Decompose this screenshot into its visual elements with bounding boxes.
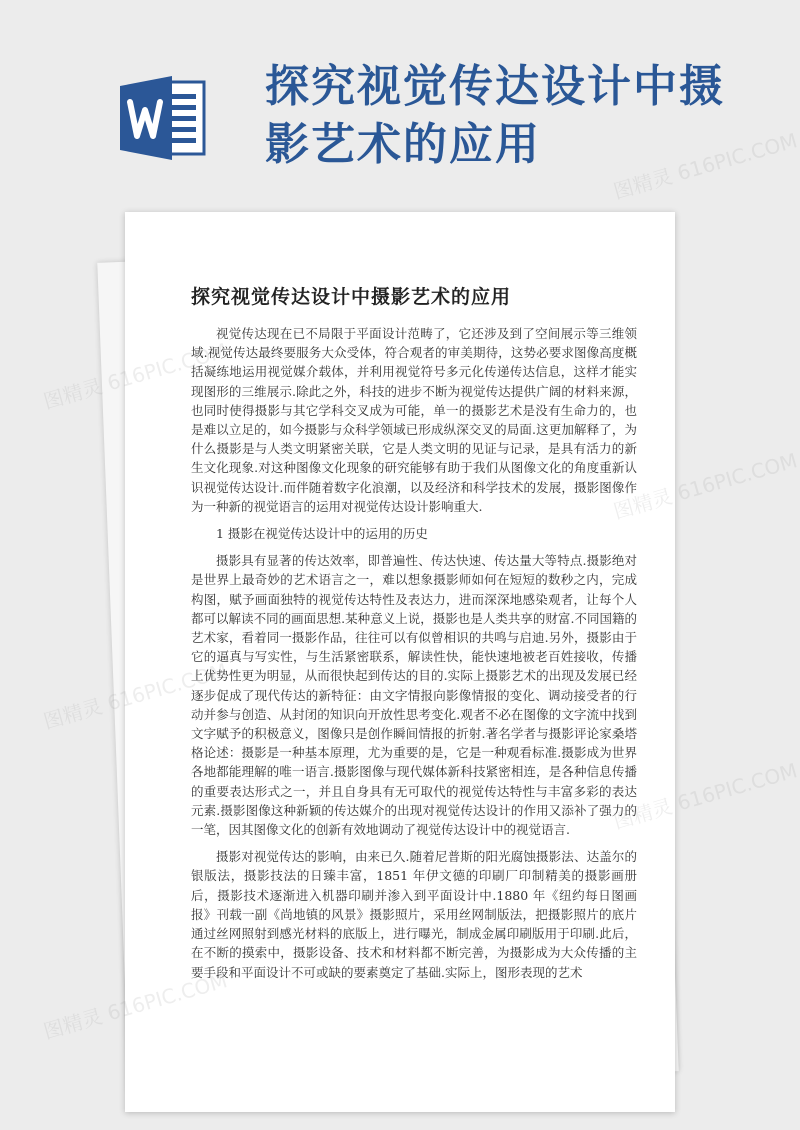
document-title: 探究视觉传达设计中摄影艺术的应用 [191,286,512,308]
document-body [191,324,637,990]
document-preview [125,212,675,1112]
watermark: 图精灵 [40,374,106,414]
watermark: 图精灵 [40,694,106,734]
section-paragraph: 摄影具有显著的传达效率，即普遍性、传达快速、传达量大等特点.摄影绝对是世界上最奇妙的艺术语言之一，难以想象摄影师如何在短短的数秒之内，完成构图，赋予画面独特的视觉传达特性及表达力，进而深深地感染观者，让每个人都可以解读不同的画面思想.某种意义上说，摄影也是人类共享的财富.不同国籍的艺术家，看着同一摄影作品，往往可以有似曾相识的共鸣与启迪.另外，摄影由于它的逼真与写实性，与生活紧密联系，解读性快，能快速地被老百姓接收，传播上优势性更为明显，从而很快起到传达的目的.实际上摄影艺术的出现及发展已经逐步促成了现代传达的新特征：由文字情报向影像情报的变化、调动接受者的行动并参与创造、从封闭的知识向开放性思考变化.观者不必在图像的文字流中找到文字赋予的积极意义，图像只是创作瞬间情报的折射.著名学者与摄影评论家桑塔格论述：摄影是一种基本原理，尤为重要的是，它是一种观看标准.摄影成为世界各地都能理解的唯一语言.摄影图像与现代媒体新科技紧密相连，是各种信息传播的重要表达形式之一，并且自身具有无可取代的视觉传达特性与丰富多彩的表达元素.摄影图像这种新颖的传达媒介的出现对视觉传达设计的作用又添补了强力的一笔，因其图像文化的创新有效地调动了视觉传达设计中的视觉语言. [191,553,637,838]
watermark: 图精灵 616PIC.COM [610,758,800,834]
watermark: 图精灵 [40,1004,106,1044]
section-paragraph: 摄影对视觉传达的影响，由来已久.随着尼普斯的阳光腐蚀摄影法、达盖尔的银版法，摄影技法的日臻丰富，1851 年伊文德的印刷厂印制精美的摄影画册后，摄影技术逐渐进入机器印刷并渗入到平面设计中.1880 年《纽约每日图画报》刊载一副《尚地镇的风景》摄影照片，采用丝网制版法，把摄影照片的底片通过丝网照射到感光材料的底版上，进行曝光，制成金属印刷版用于印刷.此后，在不断的摸索中，摄影设备、技术和材料都不断完善，为摄影成为大众传播的主要手段和平面设计不可或缺的要素奠定了基础.实际上，图形表现的艺术 [191,849,637,980]
watermark: 图精灵 616PIC.COM [610,128,800,204]
header-title [265,58,735,174]
intro-paragraph: 视觉传达现在已不局限于平面设计范畴了，它还涉及到了空间展示等三维领域.视觉传达最终要服务大众受体，符合观者的审美期待，这势必要求图像高度概括凝练地运用视觉媒介载体，并利用视觉符号多元化传递传达信息，这样才能实现图形的三维展示.除此之外，科技的进步不断为视觉传达提供广阔的材料来源，也同时使得摄影与其它学科交叉成为可能，单一的摄影艺术是没有生命力的，也是难以立足的，如今摄影与众科学领域已形成纵深交叉的局面.这更加解释了，为什么摄影是与人类文明紧密关联，它是人类文明的见证与记录，是具有活力的新生文化现象.对这种图像文化现象的研究能够有助于我们从图像文化的角度重新认识视觉传达设计.而伴随着数字化浪潮，以及经济和科学技术的发展，摄影图像作为一种新的视觉语言的运用对视觉传达设计影响重大. [191,326,637,514]
header-title-line2: 影艺术的应用 [265,119,541,170]
section-heading: 1 摄影在视觉传达设计中的运用的历史 [216,526,428,542]
watermark: 图精灵 616PIC.COM [610,448,800,524]
header-title-line1: 探究视觉传达设计中摄 [265,61,725,112]
document-page [125,212,675,1112]
word-logo-icon [118,72,210,164]
